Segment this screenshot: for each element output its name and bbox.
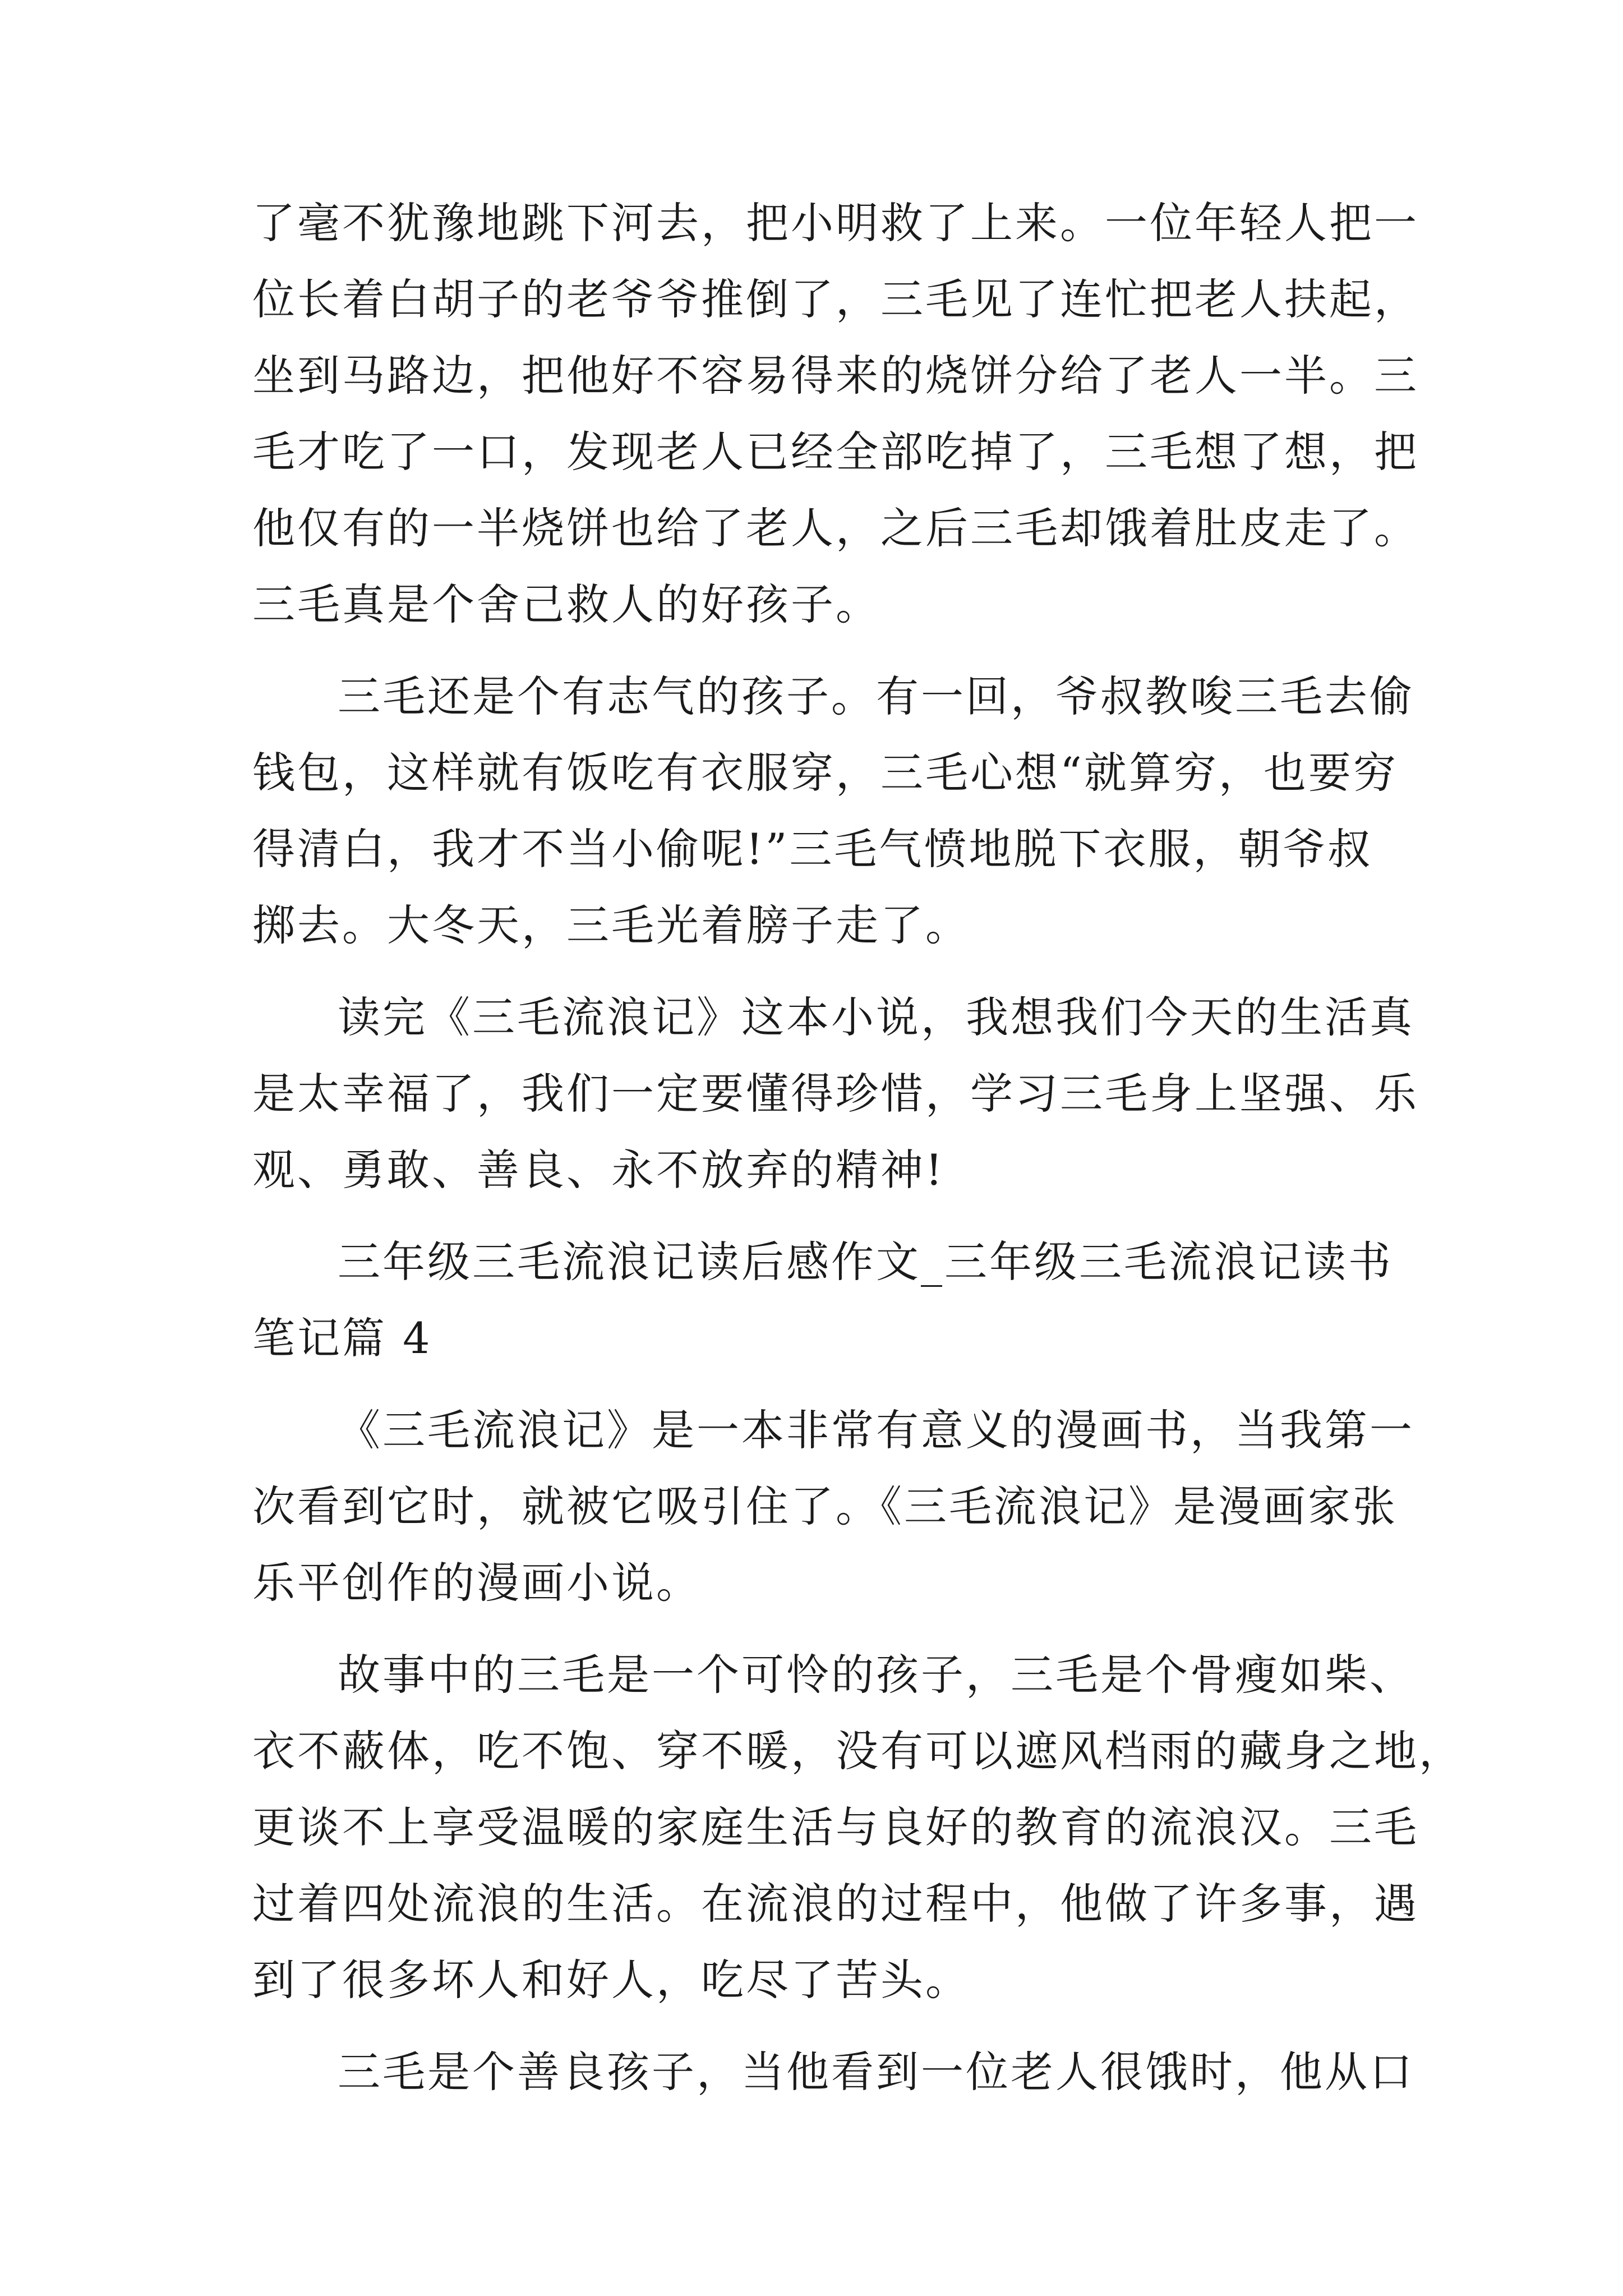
- text-line: 坐到马路边，把他好不容易得来的烧饼分给了老人一半。三: [252, 351, 1419, 401]
- paragraph-start-line: 读完《三毛流浪记》这本小说，我想我们今天的生活真: [338, 992, 1414, 1042]
- text-line: 观、勇敢、善良、永不放弃的精神!: [252, 1145, 945, 1195]
- paragraph-start-line: 故事中的三毛是一个可怜的孩子，三毛是个骨瘦如柴、: [338, 1650, 1414, 1700]
- text-line: 钱包，这样就有饭吃有衣服穿，三毛心想“就算穷，也要穷: [252, 748, 1398, 798]
- text-line: 三毛真是个舍己救人的好孩子。: [252, 579, 880, 629]
- text-line: 毛才吃了一口，发现老人已经全部吃掉了，三毛想了想，把: [252, 427, 1419, 477]
- text-line: 是太幸福了，我们一定要懂得珍惜，学习三毛身上坚强、乐: [252, 1069, 1419, 1119]
- text-line: 更谈不上享受温暖的家庭生活与良好的教育的流浪汉。三毛: [252, 1802, 1419, 1852]
- text-line: 他仅有的一半烧饼也给了老人，之后三毛却饿着肚皮走了。: [252, 503, 1419, 553]
- text-line: 过着四处流浪的生活。在流浪的过程中，他做了许多事，遇: [252, 1879, 1419, 1929]
- text-line: 掷去。大冬天，三毛光着膀子走了。: [252, 900, 970, 950]
- paragraph-start-line: 三毛还是个有志气的孩子。有一回，爷叔教唆三毛去偷: [338, 671, 1414, 721]
- text-line: 衣不蔽体，吃不饱、穿不暖，没有可以遮风档雨的藏身之地，: [252, 1726, 1464, 1776]
- text-line: 得清白，我才不当小偷呢!”三毛气愤地脱下衣服，朝爷叔: [252, 824, 1373, 874]
- text-line: 了毫不犹豫地跳下河去，把小明救了上来。一位年轻人把一: [252, 198, 1419, 248]
- section-title-line: 笔记篇 4: [252, 1313, 432, 1363]
- paragraph-start-line: 三毛是个善良孩子，当他看到一位老人很饿时，他从口: [338, 2047, 1414, 2097]
- body-text: [252, 185, 1464, 2110]
- text-line: 位长着白胡子的老爷爷推倒了，三毛见了连忙把老人扶起，: [252, 274, 1419, 324]
- paragraph-start-line: 《三毛流浪记》是一本非常有意义的漫画书，当我第一: [338, 1405, 1414, 1455]
- text-line: 乐平创作的漫画小说。: [252, 1558, 701, 1608]
- text-line: 到了很多坏人和好人，吃尽了苦头。: [252, 1955, 970, 2005]
- text-line: 次看到它时，就被它吸引住了。《三毛流浪记》是漫画家张: [252, 1481, 1398, 1531]
- section-title-line: 三年级三毛流浪记读后感作文_三年级三毛流浪记读书: [338, 1237, 1393, 1287]
